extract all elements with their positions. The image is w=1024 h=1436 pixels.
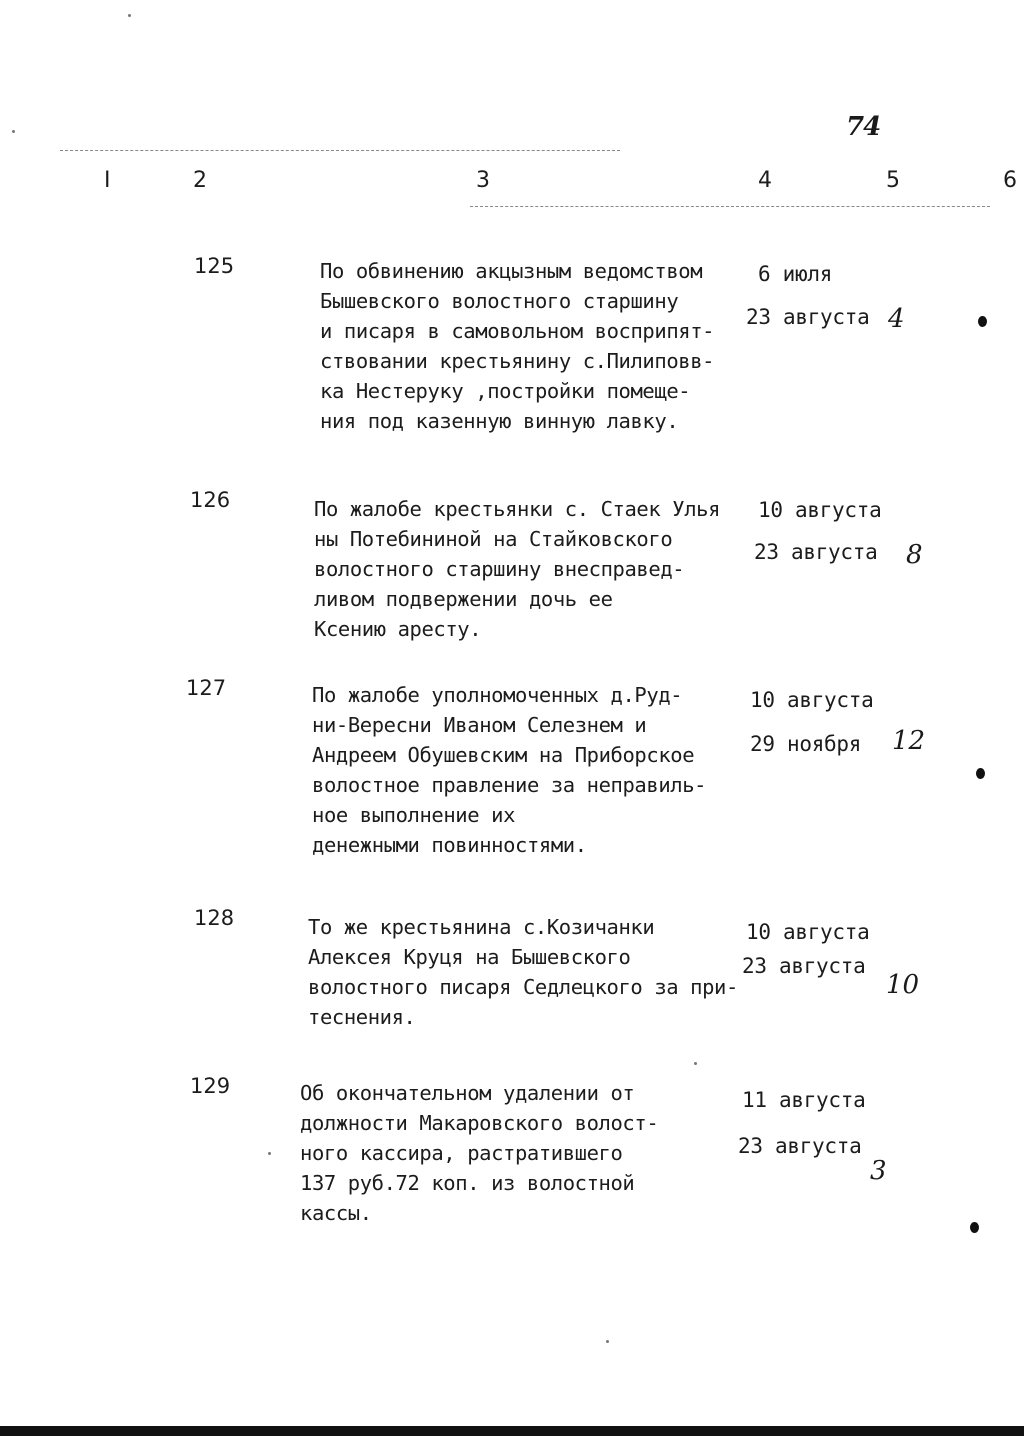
description-line: ния под казенную винную лавку.	[320, 409, 679, 433]
binding-hole-mark	[978, 316, 987, 327]
description-line: должности Макаровского волост-	[300, 1111, 659, 1135]
description-line: кассы.	[300, 1201, 372, 1225]
scan-speck	[694, 1062, 697, 1065]
scan-speck	[12, 130, 15, 133]
description-line: По жалобе уполномоченных д.Руд-	[312, 683, 683, 707]
column-number-5: 5	[886, 168, 900, 193]
start-date: 10 августа	[750, 688, 874, 712]
entry-description	[312, 680, 706, 860]
start-date: 10 августа	[758, 498, 882, 522]
column-number-1: I	[104, 168, 111, 193]
entry-number: 126	[190, 488, 231, 512]
column-number-4: 4	[758, 168, 772, 193]
description-line: По обвинению акцызным ведомством	[320, 259, 703, 283]
description-line: ствовании крестьянину с.Пилиповв-	[320, 349, 715, 373]
sheet-count: 4	[888, 304, 905, 334]
description-line: теснения.	[308, 1005, 416, 1029]
description-line: Андреем Обушевским на Приборское	[312, 743, 695, 767]
description-line: волостное правление за неправиль-	[312, 773, 707, 797]
description-line: волостного старшину внесправед-	[314, 557, 685, 581]
description-line: ливом подвержении дочь ее	[314, 587, 613, 611]
description-line: Об окончательном удалении от	[300, 1081, 635, 1105]
description-line: и писаря в самовольном восприпят-	[320, 319, 715, 343]
end-date: 23 августа	[746, 305, 870, 329]
description-line: ны Потебининой на Стайковского	[314, 527, 673, 551]
description-line: То же крестьянина с.Козичанки	[308, 915, 655, 939]
header-divider	[60, 150, 620, 152]
end-date: 23 августа	[742, 954, 866, 978]
header-underline	[470, 206, 990, 208]
description-line: ни-Вересни Иваном Селезнем и	[312, 713, 647, 737]
end-date: 23 августа	[754, 540, 878, 564]
binding-hole-mark	[976, 768, 985, 779]
scan-edge-bar	[0, 1426, 1024, 1436]
scan-speck	[128, 14, 131, 17]
entry-description	[308, 912, 738, 1032]
description-line: ного кассира, растратившего	[300, 1141, 623, 1165]
description-line: денежными повинностями.	[312, 833, 587, 857]
scan-speck	[268, 1152, 271, 1155]
description-line: Алексея Круця на Бышевского	[308, 945, 631, 969]
description-line: волостного писаря Седлецкого за при-	[308, 975, 738, 999]
column-number-6: 6	[1003, 168, 1017, 193]
start-date: 6 июля	[758, 262, 833, 286]
start-date: 11 августа	[742, 1088, 866, 1112]
entry-number: 129	[190, 1074, 231, 1098]
entry-description	[300, 1078, 658, 1228]
entry-number: 127	[186, 676, 227, 700]
column-number-3: 3	[476, 168, 490, 193]
description-line: ное выполнение их	[312, 803, 516, 827]
description-line: Бышевского волостного старшину	[320, 289, 679, 313]
sheet-count: 10	[886, 970, 920, 1000]
end-date: 23 августа	[738, 1134, 862, 1158]
description-line: По жалобе крестьянки с. Стаек Улья	[314, 497, 721, 521]
sheet-count: 8	[906, 540, 923, 570]
scan-speck	[606, 1340, 609, 1343]
description-line: ка Нестеруку ,постройки помеще-	[320, 379, 691, 403]
sheet-count: 12	[892, 726, 926, 756]
entry-description	[314, 494, 720, 644]
entry-number: 125	[194, 254, 235, 278]
entry-number: 128	[194, 906, 235, 930]
entry-description	[320, 256, 714, 436]
description-line: Ксению аресту.	[314, 617, 482, 641]
column-number-2: 2	[193, 168, 207, 193]
page-number: 74	[846, 112, 881, 142]
sheet-count: 3	[870, 1156, 887, 1186]
binding-hole-mark	[970, 1222, 979, 1233]
end-date: 29 ноября	[750, 732, 862, 756]
start-date: 10 августа	[746, 920, 870, 944]
description-line: 137 руб.72 коп. из волостной	[300, 1171, 635, 1195]
